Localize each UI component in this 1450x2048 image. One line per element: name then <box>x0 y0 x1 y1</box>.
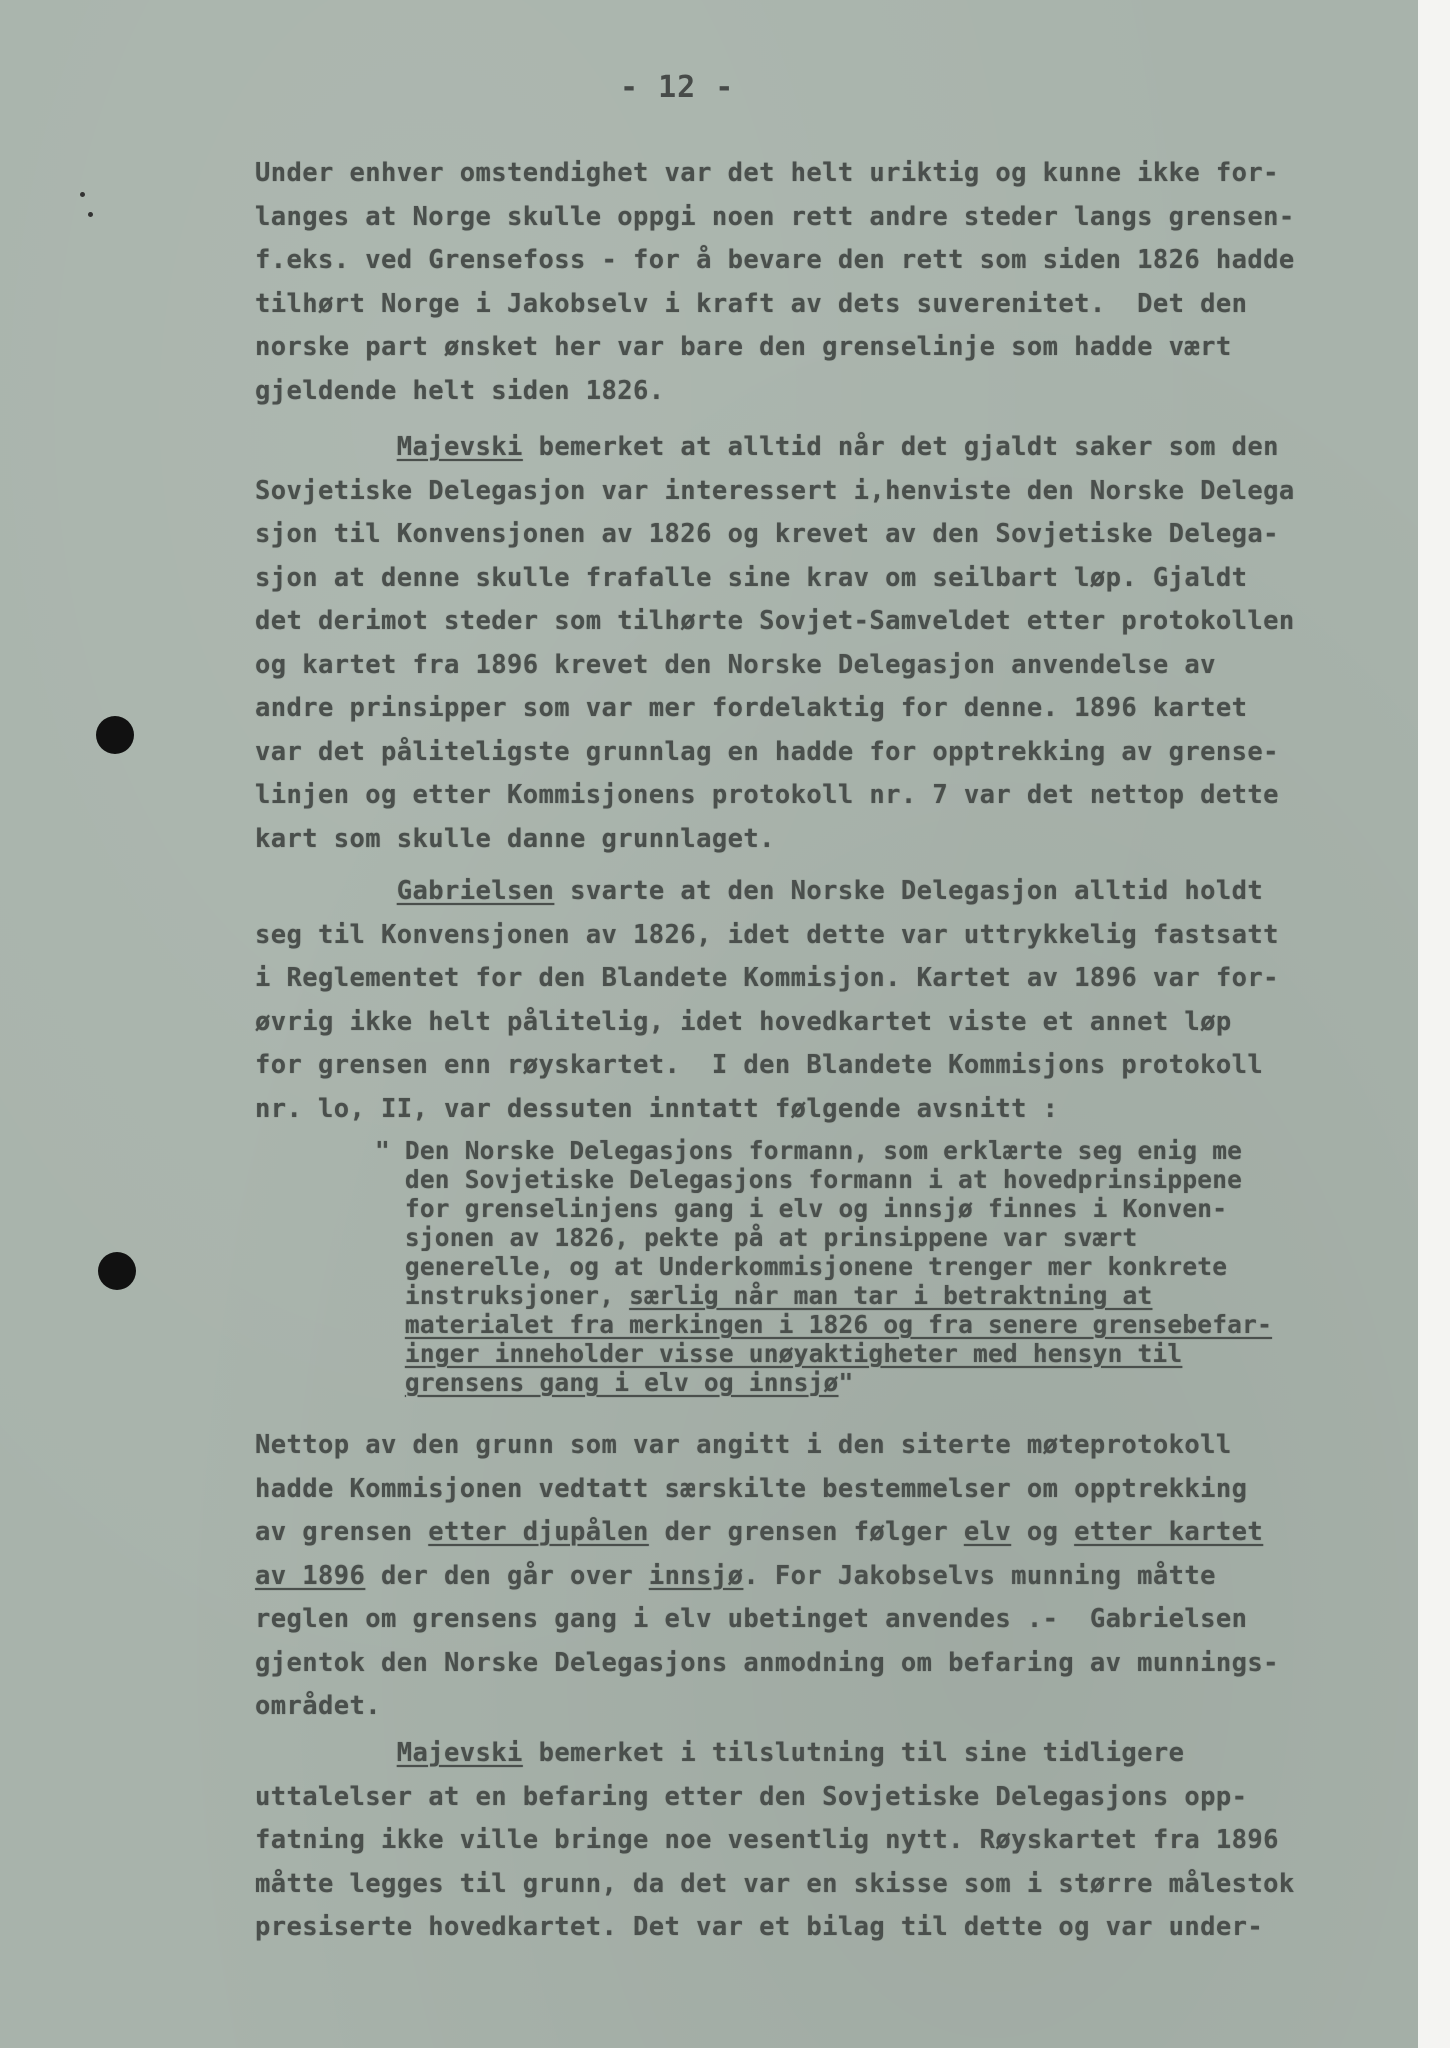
underlined-text: Gabrielsen <box>396 876 555 906</box>
block-quote <box>375 1136 1375 1397</box>
text-line: grensens gang i elv og innsjø" <box>404 1368 854 1397</box>
text-line: av 1896 der den går over innsjø. For Jakobselvs munning måtte <box>255 1560 1216 1591</box>
text-line: sjon at denne skulle frafalle sine krav om seilbart løp. Gjaldt <box>255 562 1248 593</box>
text-line: Majevski bemerket at alltid når det gjaldt saker som den <box>396 432 1279 462</box>
text-line: generelle, og at Underkommisjonene trenger mer konkrete <box>375 1252 1228 1281</box>
text-line: Gabrielsen svarte at den Norske Delegasjon alltid holdt <box>396 876 1264 906</box>
underlined-text: Majevski <box>396 432 523 462</box>
underlined-text: materialet fra merkingen i 1826 og fra senere grensebefar- <box>404 1310 1273 1339</box>
underlined-text: Majevski <box>396 1738 523 1768</box>
ink-speck <box>88 212 93 217</box>
text-line: linjen og etter Kommisjonens protokoll nr. 7 var det nettop dette <box>255 780 1279 810</box>
text-line: den Sovjetiske Delegasjons formann i at hovedprinsippene <box>375 1165 1243 1194</box>
underlined-text: inger inneholder visse unøyaktigheter med hensyn til <box>404 1339 1183 1368</box>
text-line: presiserte hovedkartet. Det var et bilag til dette og var under- <box>255 1912 1264 1942</box>
text-line: nr. lo, II, var dessuten inntatt følgende avsnitt : <box>255 1093 1059 1124</box>
text-line: " Den Norske Delegasjons formann, som erklærte seg enig me <box>375 1136 1243 1165</box>
paragraph <box>255 1732 1385 1950</box>
paragraph <box>255 870 1385 1131</box>
underlined-text: av 1896 <box>255 1560 366 1591</box>
paragraph <box>255 426 1385 861</box>
text-line: instruksjoner, særlig når man tar i betraktning at <box>375 1281 1153 1310</box>
paragraph <box>255 152 1385 413</box>
text-line: norske part ønsket her var bare den grenselinje som hadde vært <box>255 332 1232 362</box>
text-line: og kartet fra 1896 krevet den Norske Delegasjon anvendelse av <box>255 649 1216 680</box>
text-line: fatning ikke ville bringe noe vesentlig nytt. Røyskartet fra 1896 <box>255 1825 1279 1855</box>
paragraph <box>255 1424 1385 1729</box>
underlined-text: særlig når man tar i betraktning at <box>629 1281 1153 1310</box>
text-line: måtte legges til grunn, da det var en skisse som i større målestok <box>255 1868 1295 1899</box>
text-line: uttalelser at en befaring etter den Sovjetiske Delegasjons opp- <box>255 1781 1248 1812</box>
ink-speck <box>80 192 85 197</box>
underlined-text: etter djupålen <box>428 1517 649 1547</box>
text-line: av grensen etter djupålen der grensen følger elv og etter kartet <box>255 1517 1264 1547</box>
text-line: seg til Konvensjonen av 1826, idet dette var uttrykkelig fastsatt <box>255 919 1279 950</box>
text-line: hadde Kommisjonen vedtatt særskilte bestemmelser om opptrekking <box>255 1473 1248 1504</box>
punch-hole <box>96 716 134 754</box>
punch-hole <box>98 1252 136 1290</box>
text-line: tilhørt Norge i Jakobselv i kraft av dets suverenitet. Det den <box>255 288 1248 319</box>
scan-margin <box>1418 0 1450 2048</box>
text-line: kart som skulle danne grunnlaget. <box>255 823 775 854</box>
text-line: gjeldende helt siden 1826. <box>255 375 665 406</box>
text-line <box>375 1339 1375 1368</box>
text-line: Majevski bemerket i tilslutning til sine tidligere <box>396 1738 1185 1768</box>
text-line: Sovjetiske Delegasjon var interessert i,henviste den Norske Delega <box>255 475 1295 506</box>
text-line: for grenselinjens gang i elv og innsjø finnes i Konven- <box>375 1194 1228 1223</box>
text-line: var det påliteligste grunnlag en hadde for opptrekking av grense- <box>255 736 1279 767</box>
underlined-text: grensens gang i elv og innsjø <box>404 1368 839 1397</box>
underlined-text: etter kartet <box>1074 1517 1264 1547</box>
text-line: sjonen av 1826, pekte på at prinsippene var svært <box>375 1223 1138 1252</box>
text-line: sjon til Konvensjonen av 1826 og krevet av den Sovjetiske Delega- <box>255 519 1279 549</box>
text-line: for grensen enn røyskartet. I den Blandete Kommisjons protokoll <box>255 1050 1264 1080</box>
text-line: i Reglementet for den Blandete Kommisjon. Kartet av 1896 var for- <box>255 963 1279 993</box>
underlined-text: elv <box>963 1517 1012 1547</box>
text-line: området. <box>255 1691 382 1721</box>
text-line: andre prinsipper som var mer fordelaktig for denne. 1896 kartet <box>255 693 1248 723</box>
text-line: Under enhver omstendighet var det helt uriktig og kunne ikke for- <box>255 158 1279 188</box>
underlined-text: innsjø <box>648 1560 744 1591</box>
text-line: reglen om grensens gang i elv ubetinget anvendes .- Gabrielsen <box>255 1604 1248 1634</box>
text-line: gjentok den Norske Delegasjons anmodning om befaring av munnings- <box>255 1647 1279 1678</box>
text-line: Nettop av den grunn som var angitt i den siterte møteprotokoll <box>255 1430 1232 1460</box>
text-line: f.eks. ved Grensefoss - for å bevare den rett som siden 1826 hadde <box>255 245 1295 275</box>
text-line: langes at Norge skulle oppgi noen rett andre steder langs grensen- <box>255 201 1295 232</box>
text-line: øvrig ikke helt pålitelig, idet hovedkartet viste et annet løp <box>255 1006 1232 1037</box>
page-number: - 12 - <box>620 70 735 105</box>
text-line: det derimot steder som tilhørte Sovjet-Samveldet etter protokollen <box>255 606 1295 636</box>
text-line <box>375 1310 1375 1339</box>
